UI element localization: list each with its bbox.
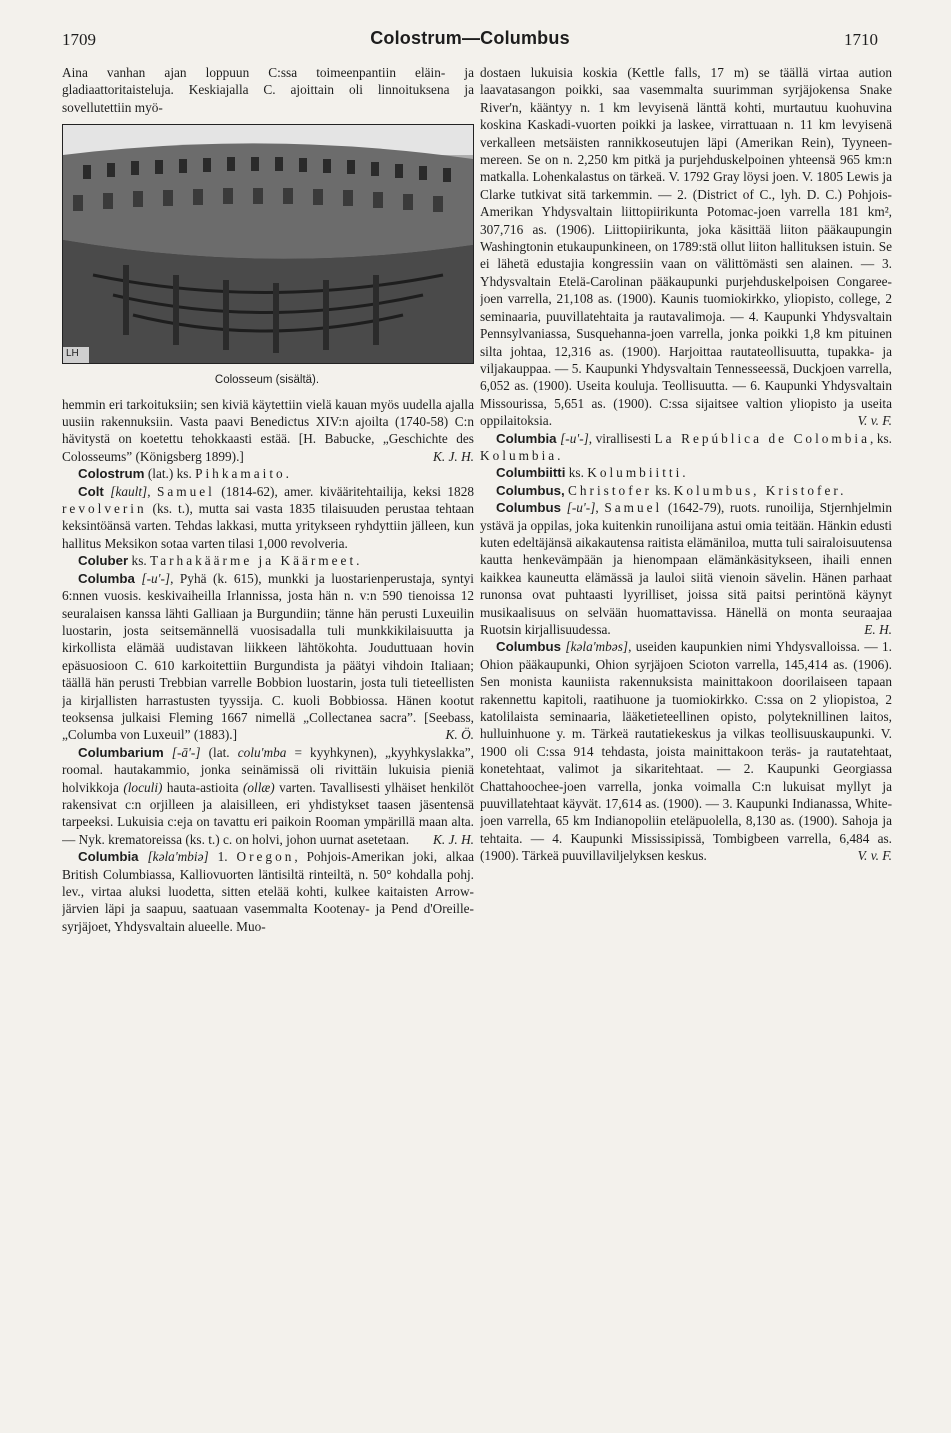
colosseum-photo <box>62 124 474 364</box>
colosseum-figure <box>62 124 472 389</box>
photo-corner-mark: LH <box>66 347 79 359</box>
entry-columbus-christofer: Columbus, Christofer ks. Kolumbus, Kristofer. <box>496 482 847 498</box>
entry-columbarium: Columbarium [-ā'-] (lat. colu'mba = kyyhkynen), „kyyhkyslakka”, roomal. hautakammio, jonka seinämissä oli rivittäin lukuisia pieniä holvikkoja (loculi) hauta-astioita (ollæ) varten. Tavallisesti ylhäiset henkilöt rakensivat c:n orjilleen ja alaisilleen, eri yhdistykset taasen jäsentensä tarpeeksi. Lukuisia c:eja on tavattu eri paikoin Rooman ympärillä maan alta. — Nyk. krematoreissa (ks. t.) c. on holvi, johon uurnat asetetaan. K. J. H. <box>62 744 474 847</box>
running-title: Colostrum—Columbus <box>370 28 570 48</box>
columbia-continued: dostaen lukuisia koskia (Kettle falls, 17 m) se täällä virtaa aution laavatasangon poikki, saa vasemmalta suurimman syrjäjokensa Snake River'n, kääntyy n. 1 km levyisenä länttä kohti, murtautuu kuohuvina koskina Kaskadi-vuorten poikki ja laskee, virrattuaan n. 11 km levyisenä verkalleen metsäisten rannikkoseutujen läpi (Amerikan Rein), Tyyneen-mereen. Se on n. 2,250 km pitkä ja purjehduskelpoinen yhteensä 965 km:n matkalla. Lohenkalastus on tärkeä. V. 1792 Gray löysi joen. V. 1805 Lewis ja Clarke tutkivat sitä tarkemmin. — 2. (District of C., lyh. D. C.) Pohjois-Amerikan Yhdysvaltain liittopiirikunta Potomac-joen varrella 181 km², 307,716 as. (1906). Liittopiirikunta, joka käsittää liiton pääkaupungin Washingtonin etukaupunkineen, on 1789:stä ollut liiton hallituksen istuin. Se ei lähetä edustajia kongressiin vaan on välittömästi sen alainen. — 3. Yhdysvaltain Etelä-Carolinan pääkaupunki purjehduskelpoisen Congaree-joen varrella, 21,108 as. (1900). Kaunis tuomiokirkko, yliopisto, college, 2 seminaaria, puuvillatehtaita ja rautavalimoja. — 4. Kaupunki Yhdysvaltain Pennsylvaniassa, Susquehanna-joen varrella, jonka poikki 1,8 km pituinen silta johtaa, 12,316 as. (1900). Harjoittaa rautateollisuutta, tupakka- ja viljakauppaa. — 5. Kaupunki Yhdysvaltain Tennesseessä, Duckjoen varrella, 6,052 as. (1900). Useita kouluja. Teollisuutta. — 6. Kaupunki Yhdysvaltain Missourissa, 5,651 as. (1900). C:ssa sijaitsee valtion yliopisto ja useita oppilaitoksia. V. v. F. <box>480 65 892 429</box>
entry-colostrum: Colostrum (lat.) ks. Pihkamaito. <box>78 466 292 482</box>
page-header <box>62 26 878 56</box>
page-number-right: 1710 <box>844 30 878 49</box>
entry-columbus-samuel: Columbus [-u'-], Samuel (1642-79), ruots. runoilija, Stjernhjelmin ystävä ja oppilas, joka kuitenkin runoilijana astui omia teitään. Hänkin edusti kuten edeltäjänsä aikakautensa raitista elämäniloa, mutta tuli sairaloisuutensa kautta henkevämpään ja hienompaan elämänkäsitykseen, ihaili ennen kaikkea kauneutta elämässä ja lauloi siitä vienoin sävelin. Hänen parhaat runonsa ovat puhtaasti lyyrilliset, joissa sitä paitsi perintönä käynyt musikaalisuus on selvään huomattavissa. Hänellä on monta seuraajaa Ruotsin kirjallisuudessa. E. H. <box>480 500 892 637</box>
entry-columbiitti: Columbiitti ks. Kolumbiitti. <box>496 465 689 481</box>
colosseum-intro: Aina vanhan ajan loppuun C:ssa toimeenpantiin eläin- ja gladiaattoritaisteluja. Keskiajalla C. ajoittain oli linnoituksena ja sovellutettiin myö- <box>62 65 474 115</box>
entry-columbus-cities: Columbus [kəla'mbəs], useiden kaupunkien nimi Yhdysvalloissa. — 1. Ohion pääkaupunki, Ohion syrjäjoen Scioton varrella, 145,414 as. (1906). Sen monista kauniista rakennuksista mainittakoon doorilaiseen tapaan rakennettu kapitoli, raatihuone ja tuomiokirkko. C:ssa on 2 yliopistoa, 2 katolilaista seminaaria, lääketieteellinen opisto, polyteknillinen laitos, hulluinhuone y. m. Tärkeä rautatiekeskus ja vilkas teollisuuskaupunki. V. 1900 oli C:ssa 914 tehdasta, joista mainittakoon teräs- ja rautatehtaat, konetehtaat, valimot ja sikaritehtaat. — 2. Kaupunki Georgiassa Chattahoochee-joen varrella, jonka voimalla C:n lukuisat myllyt ja puuvillatehtaat käyvät. 17,614 as. (1900). — 3. Kaupunki Indianassa, White-joen varrella, 65 km Indianopoliin eteläpuolella, 8,130 as. (1900). Sahoja ja tehtaita. — 4. Kaupunki Mississipissä, Tombigbeen varrella, 6,484 as. (1900). Tärkeä puuvillaviljelyksen keskus. V. v. F. <box>480 639 892 864</box>
page-number-left: 1709 <box>62 30 96 49</box>
entry-columbia-river: Columbia [kəla'mbiə] 1. Oregon, Pohjois-Amerikan joki, alkaa British Columbiassa, Kalliovuorten läntisiltä rinteiltä, n. 50° kohdalla pohj. lev., virtaa aluksi luodetta, sitten etelää kohti, kulkee kaitaisten Arrow-järvien läpi ja saapuu, saatuaan vasemmalta Kootenay- ja Pend d'Oreille-syrjäjoet, Yhdysvaltain alueelle. Muo- <box>62 849 474 934</box>
colosseum-illustration <box>63 125 473 363</box>
left-column <box>62 64 474 1404</box>
figure-caption: Colosseum (sisältä). <box>214 374 320 387</box>
entry-columbia-republic: Columbia [-u'-], virallisesti La República de Colombia, ks. Kolumbia. <box>480 430 892 463</box>
colosseum-continued: hemmin eri tarkoituksiin; sen kiviä käytettiin vielä kauan myös uudella ajalla uusiin rakennuksiin. Vasta paavi Benedictus XIV:n ajoilta (1740-58) C:n hävitystä on koetettu tehokkaasti estää. [H. Babucke, „Geschichte des Colosseums” (Königsberg 1899).] K. J. H. <box>62 396 474 464</box>
entry-coluber: Coluber ks. Tarhakäärme ja Käärmeet. <box>78 553 363 569</box>
entry-colt: Colt [kault], Samuel (1814-62), amer. kivääritehtailija, keksi 1828 revolverin (ks. t.), mutta sai vasta 1835 tilaisuuden perustaa tehtaan keksintöänsä varten. Tehdas lakkasi, mutta yritykseen ryhdyttiin jälleen, kun hallitus Meksikon sotaa varten tilasi 1,000 revolveria. <box>62 483 474 551</box>
right-column <box>480 64 892 1404</box>
entry-columba: Columba [-u'-], Pyhä (k. 615), munkki ja luostarienperustaja, syntyi 6:nnen vuosis. keskivaiheilla Irlannissa, josta hän n. v:n 590 tienoissa 12 seuralaisen kanssa lähti Galliaan ja Burgundiin; tänne hän perusti Luxeuilin luostarin, josta seitsemännellä vuosisadalla tuli munkkikilaisuutta ja kirkollista elämää uudistavan liikkeen lähtökohta. Jouduttuaan hovin epäsuosioon C. 610 karkoitettiin Burgundista ja päätyi vihdoin Italiaan; täällä hän perusti Trebbian varrelle Bobbion luostarin, josta tuli tieteellisten ja kirjallisten harrastusten tyyssija. C. kuoli Bobbiossa. Hänen kootut teoksensa julkaisi Fleming 1667 nimellä „Collectanea sacra”. [Seebass, „Columba von Luxeuil” (1883).] K. Ö. <box>62 570 474 743</box>
